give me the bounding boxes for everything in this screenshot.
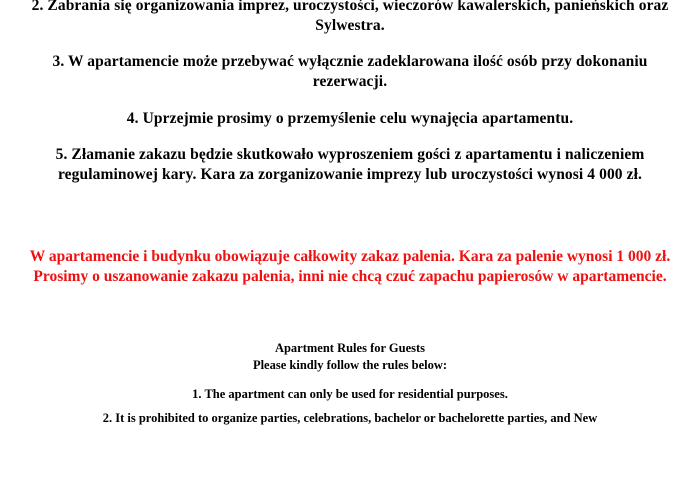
english-rule-1: 1. The apartment can only be used for residential purposes. — [192, 386, 508, 401]
polish-rule-4: 4. Uprzejmie prosimy o przemyślenie celu wynajęcia apartamentu. — [126, 109, 574, 127]
spacer-before-warning — [18, 201, 682, 247]
spacer-before-english — [18, 288, 682, 340]
english-section-title: Apartment Rules for Guests — [274, 340, 426, 355]
polish-rule-5: 5. Złamanie zakazu będzie skutkowało wyproszeniem gości z apartamentu i naliczeniem regulaminowej kary. Kara za zorganizowanie imprezy lub uroczystości wynosi 4 000 zł. — [55, 145, 645, 183]
polish-rule-3: 3. W apartamencie może przebywać wyłącznie zadeklarowana ilość osób przy dokonaniu rezerwacji. — [52, 53, 648, 91]
english-rule-2: 2. It is prohibited to organize parties, celebrations, bachelor or bachelorette parties, and New — [102, 410, 598, 425]
smoking-ban-warning: W apartamencie i budynku obowiązuje całkowity zakaz palenia. Kara za palenie wynosi 1 000 zł. Prosimy o uszanowanie zakazu palenia, inni nie chcą czuć zapachu papierosów w apartamencie. — [29, 247, 671, 286]
polish-rule-2: 2. Zabrania się organizowania imprez, uroczystości, wieczorów kawalerskich, panieńskich oraz Sylwestra. — [31, 0, 669, 35]
english-section-subtitle: Please kindly follow the rules below: — [252, 357, 448, 372]
